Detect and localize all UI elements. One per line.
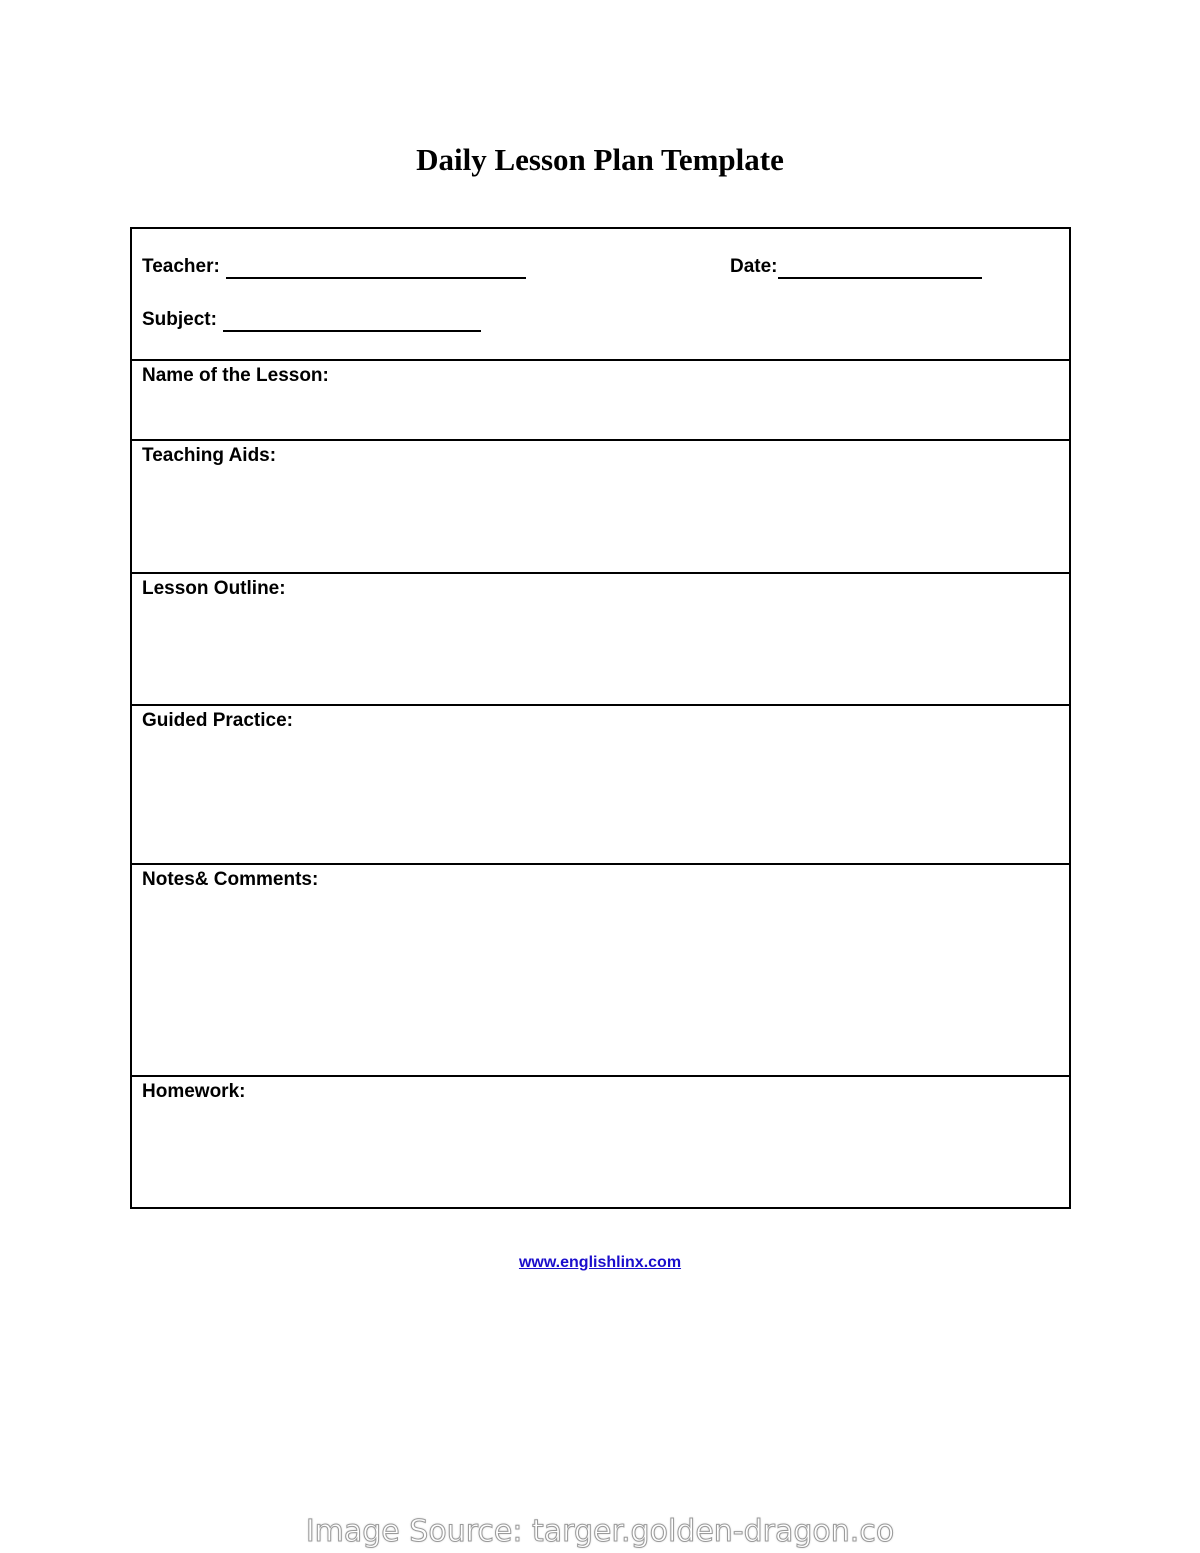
lesson-outline-section[interactable] (132, 572, 1069, 704)
subject-field[interactable] (142, 308, 481, 332)
teaching-aids-label: Teaching Aids: (142, 445, 277, 466)
lesson-name-label: Name of the Lesson: (142, 365, 329, 386)
subject-blank[interactable] (223, 310, 481, 332)
date-blank[interactable] (778, 257, 982, 279)
date-label: Date: (730, 256, 778, 277)
image-source-watermark: Image Source: targer.golden-dragon.co (305, 1514, 895, 1549)
lesson-outline-label: Lesson Outline: (142, 578, 286, 599)
website-link[interactable]: www.englishlinx.com (518, 1254, 682, 1271)
lesson-name-section[interactable] (132, 359, 1069, 439)
lesson-plan-form (130, 227, 1071, 1209)
footer (0, 1252, 1200, 1274)
header-info-section (132, 229, 1069, 359)
subject-label: Subject: (142, 309, 217, 330)
guided-practice-label: Guided Practice: (142, 710, 293, 731)
homework-label: Homework: (142, 1081, 246, 1102)
teacher-blank[interactable] (226, 257, 526, 279)
page-title: Daily Lesson Plan Template (416, 142, 784, 177)
notes-comments-section[interactable] (132, 863, 1069, 1075)
teaching-aids-section[interactable] (132, 439, 1069, 572)
notes-comments-label: Notes& Comments: (142, 869, 319, 890)
date-field[interactable] (730, 255, 982, 279)
teacher-field[interactable] (142, 255, 526, 279)
guided-practice-section[interactable] (132, 704, 1069, 863)
teacher-label: Teacher: (142, 256, 220, 277)
homework-section[interactable] (132, 1075, 1069, 1207)
